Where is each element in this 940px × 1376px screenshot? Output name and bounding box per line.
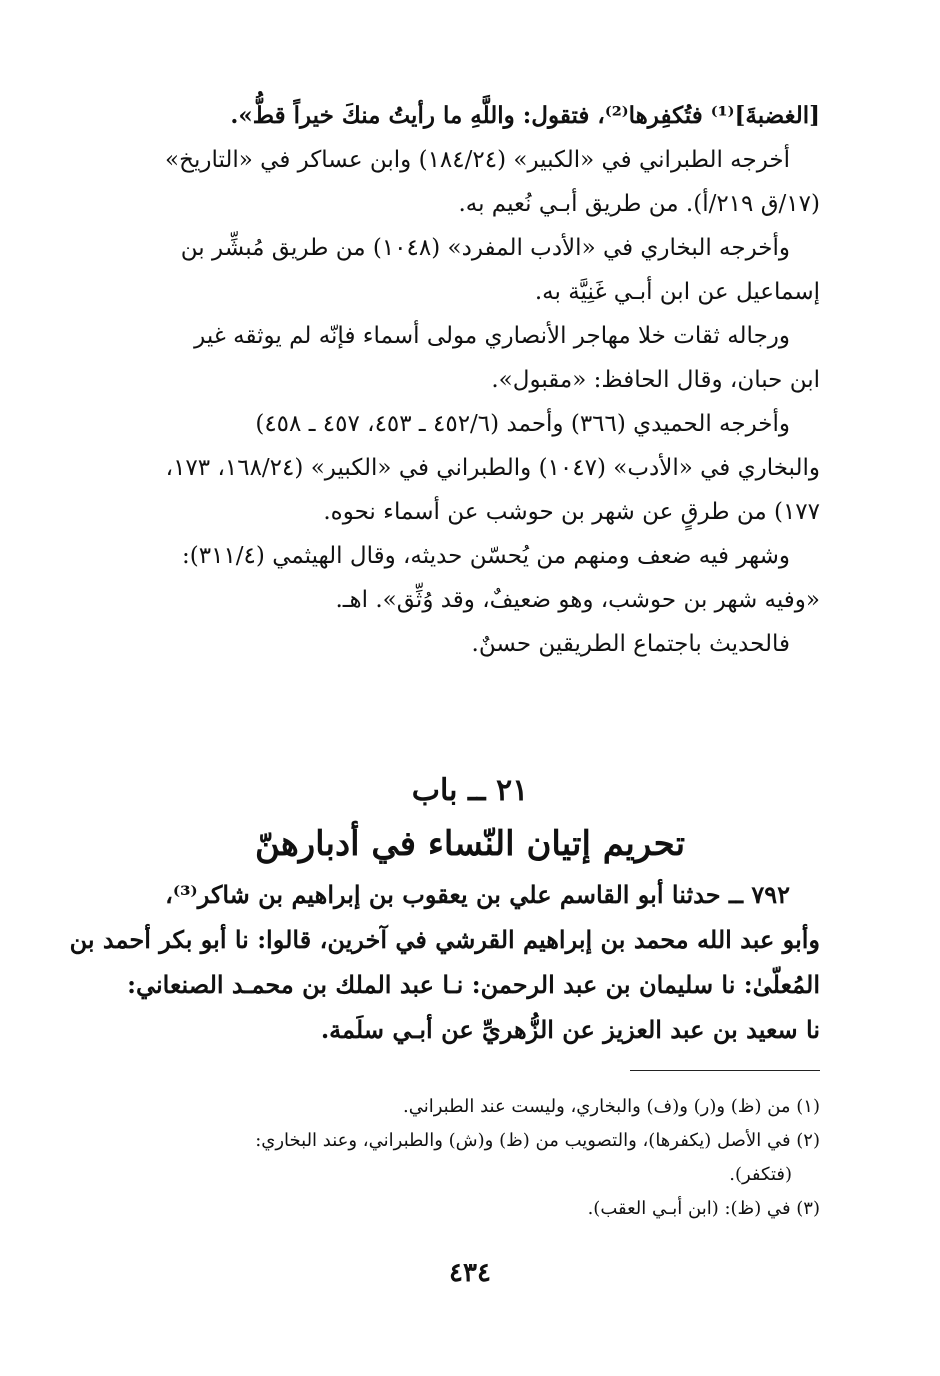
chapter-number: ٢١ ــ باب (411, 773, 529, 808)
paragraph-line: (١٧/ق ٢١٩/أ). من طريق أبـي نُعيم به. (458, 191, 820, 217)
footnotes (110, 1090, 820, 1226)
chapter-title: تحريم إتيان النّساء في أدبارهنّ (254, 824, 686, 864)
paragraph (110, 138, 820, 226)
page-number: ٤٣٤ (449, 1258, 491, 1288)
paragraph-line: ١٧٧) من طرقٍ عن شهر بن حوشب عن أسماء نحوه. (323, 499, 820, 525)
footnote (110, 1192, 820, 1226)
paragraph (110, 622, 820, 666)
paragraph-line: ورجاله ثقات خلا مهاجر الأنصاري مولى أسماء فإنّه لم يوثقه غير (194, 323, 790, 349)
paragraph (110, 226, 820, 314)
paragraph-line: وشهر فيه ضعف ومنهم من يُحسّن حديثه، وقال الهيثمي (٣١١/٤): (182, 543, 790, 569)
paragraph (110, 534, 820, 622)
hadith-text (69, 872, 820, 1052)
top-line: [الغضبةَ]⁽¹⁾ فتُكفِرها⁽²⁾، فتقول: واللَّهِ ما رأيتُ منكَ خيراً قطُّ». (230, 102, 820, 129)
paragraph-line: ابن حبان، وقال الحافظ: «مقبول». (491, 367, 820, 393)
paragraph-line: وأخرجه البخاري في «الأدب المفرد» (١٠٤٨) من طريق مُبشِّر بن (180, 235, 790, 261)
hadith-line: وأبو عبد الله محمد بن إبراهيم القرشي في آخرين، قالوا: نا أبو بكر أحمد بن (69, 925, 820, 954)
footnote-line: (٢) في الأصل (يكفرها)، والتصويب من (ظ) و(ش) والطبراني، وعند البخاري: (255, 1130, 820, 1151)
paragraph-line: والبخاري في «الأدب» (١٠٤٧) والطبراني في «الكبير» (١٦٨/٢٤، ١٧٣، (165, 455, 820, 481)
paragraph-line: فالحديث باجتماع الطريقين حسنٌ. (471, 631, 790, 657)
paragraph-line: وأخرجه الحميدي (٣٦٦) وأحمد (٤٥٢/٦ ـ ٤٥٣، ٤٥٧ ـ ٤٥٨) (255, 411, 790, 437)
footnote-line: (٣) في (ظ): (ابن أبـي العقب). (587, 1198, 820, 1219)
footnote-line: (١) من (ظ) و(ر) و(ف) والبخاري، وليست عند الطبراني. (403, 1096, 820, 1117)
hadith-line: نا سعيد بن عبد العزيز عن الزُّهريِّ عن أبـي سلَمة. (320, 1015, 820, 1044)
paragraph-line: إسماعيل عن ابن أبـي غَنِيَّة به. (534, 279, 820, 305)
footnote-line: (فتكفر). (729, 1164, 792, 1185)
paragraph (110, 402, 820, 534)
footnote (110, 1090, 820, 1124)
footnote-divider (630, 1070, 820, 1071)
chapter-heading (0, 768, 940, 874)
commentary-block (110, 94, 820, 666)
paragraph (110, 314, 820, 402)
paragraph-line: أخرجه الطبراني في «الكبير» (١٨٤/٢٤) وابن عساكر في «التاريخ» (165, 147, 790, 173)
paragraph-line: «وفيه شهر بن حوشب، وهو ضعيفٌ، وقد وُثِّق». اهـ. (335, 587, 820, 613)
footnote (110, 1124, 820, 1192)
hadith-line: ٧٩٢ ــ حدثنا أبو القاسم علي بن يعقوب بن إبراهيم بن شاكر⁽³⁾، (165, 880, 790, 909)
hadith-line: المُعلّىٰ: نا سليمان بن عبد الرحمن: نـا عبد الملك بن محمـد الصنعاني: (127, 970, 820, 999)
